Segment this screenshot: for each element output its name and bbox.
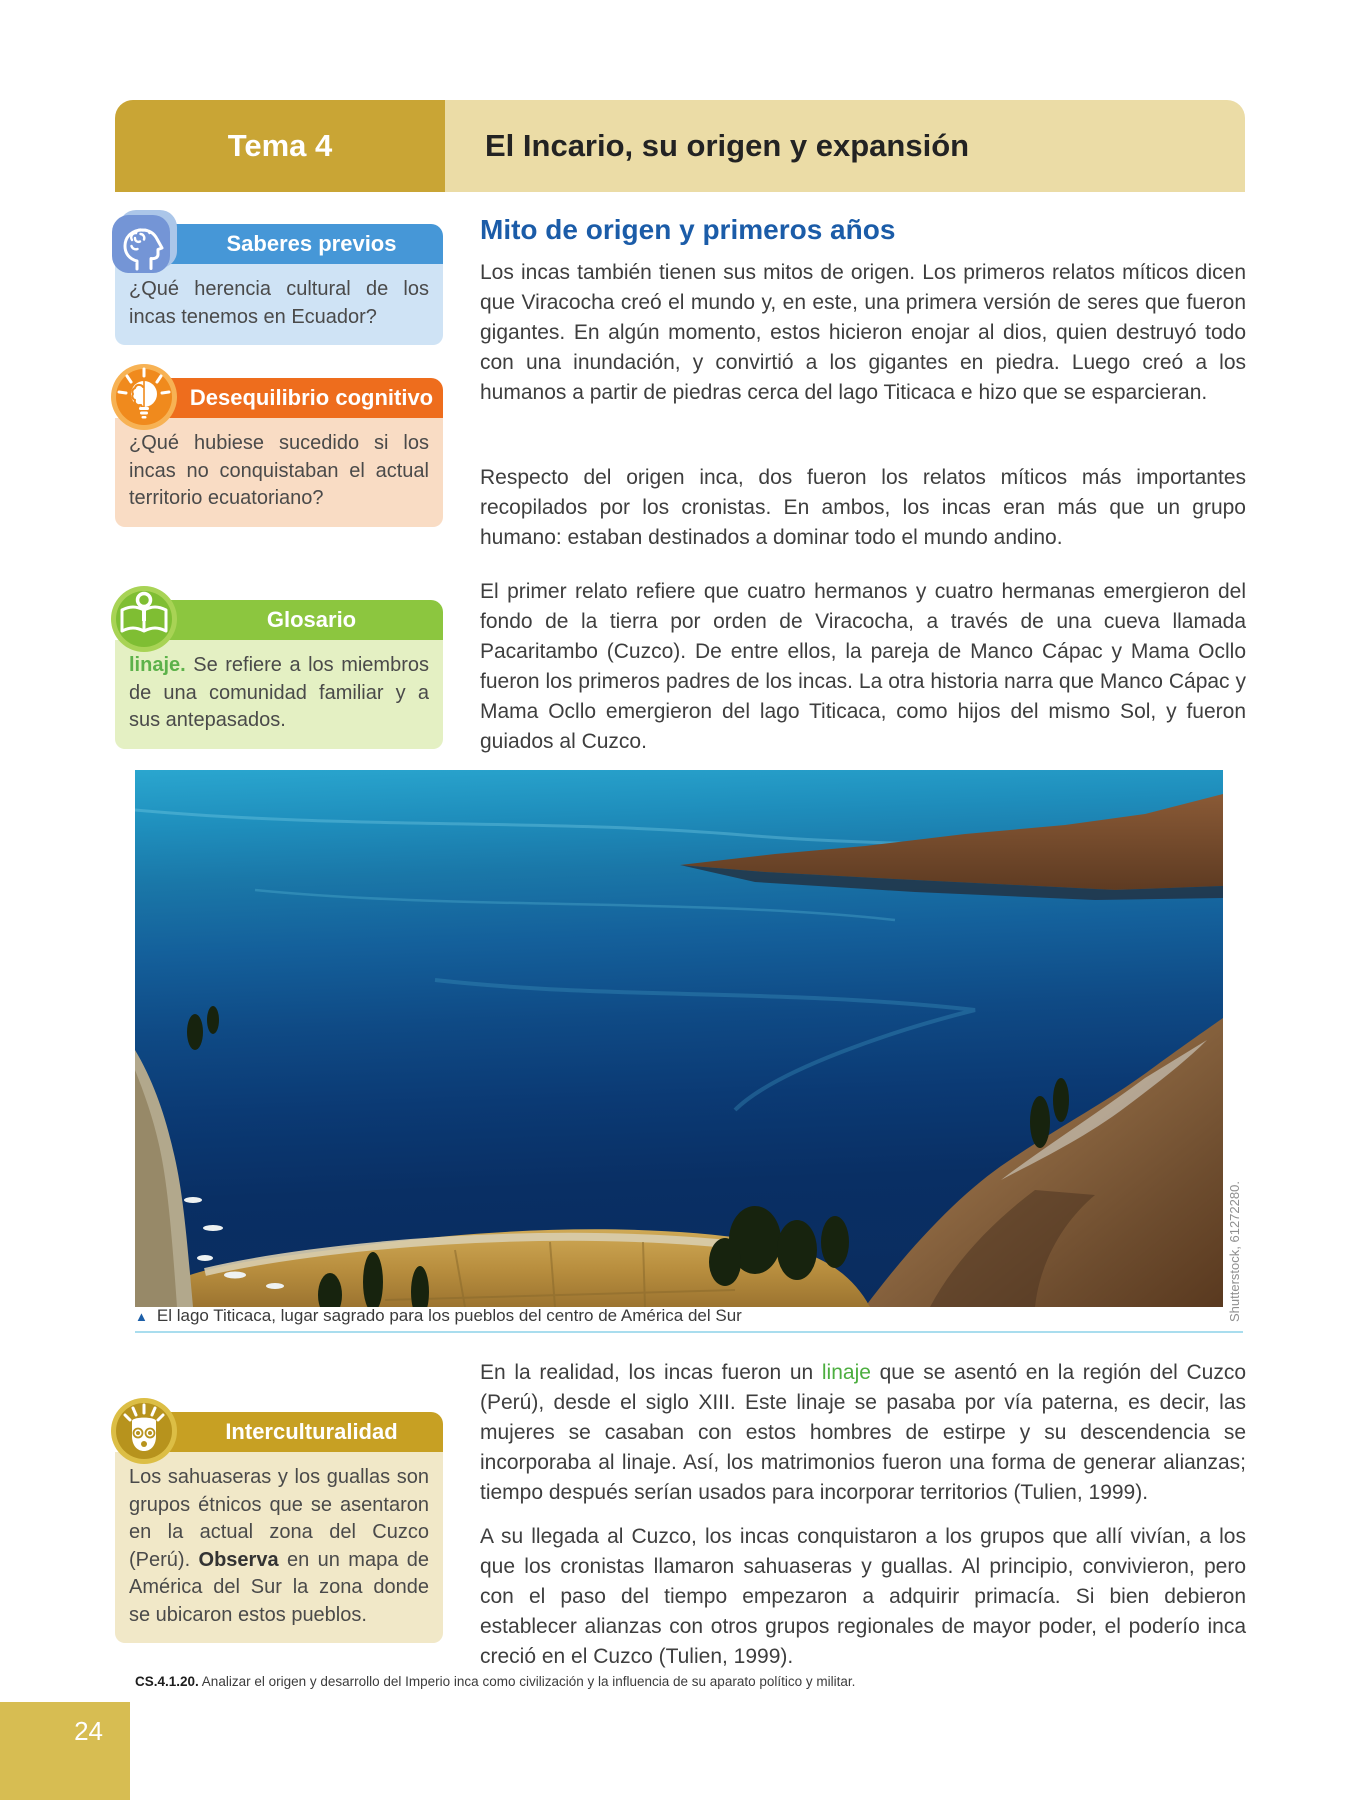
glosario-box: [108, 600, 443, 749]
paragraph-3: El primer relato refiere que cuatro hermanos y cuatro hermanas emergieron del fondo de la tierra por orden de Viracocha, a través de una cueva llamada Pacaritambo (Cuzco). De entre ellos, la pareja de Manco Cápac y Mama Ocllo fueron los primeros padres de los incas. La otra historia narra que Manco Cápac y Mama Ocllo emergieron del lago Titicaca, como hijos del mismo Sol, y fueron guiados al Cuzco.: [480, 580, 1246, 753]
desequilibrio-title: Desequilibrio cognitivo: [189, 385, 434, 410]
paragraph-5: A su llegada al Cuzco, los incas conquistaron a los grupos que allí vivían, a los que los cronistas llamaron sahuaseras y guallas. Al principio, convivieron, pero con el paso del tiempo empezaron a adquirir primacía. Si bien debieron establecer alianzas con otros grupos regionales de mayor poder, el poderío inca creció en el Cuzco (Tulien, 1999).: [480, 1525, 1246, 1668]
saberes-previos-body: ¿Qué herencia cultural de los incas tenemos en Ecuador?: [115, 264, 443, 345]
glosario-header: [150, 600, 443, 640]
desequilibrio-header: [150, 378, 443, 418]
page-number-block: [0, 1702, 130, 1800]
paragraph-4-pre: En la realidad, los incas fueron un: [480, 1361, 822, 1384]
tema-label: Tema 4: [227, 128, 333, 163]
glosario-body: [115, 640, 443, 749]
caption-divider: [135, 1331, 1243, 1333]
title-band: [445, 100, 1245, 192]
tema-tab: [115, 100, 445, 192]
page-number: 24: [74, 1716, 103, 1746]
interculturalidad-box: [108, 1412, 443, 1643]
mask-icon: [108, 1395, 180, 1467]
lake-titicaca-illustration: [135, 770, 1223, 1307]
paragraph-4-post: que se asentó en la región del Cuzco (Perú), desde el siglo XIII. Este linaje se pasaba por vía paterna, es decir, las mujeres se casaban con estos hombres de estirpe y su descendencia se incorporaba al linaje. Así, los matrimonios fueron una forma de generar alianzas; tiempo después serían usados para incorporar territorios (Tulien, 1999).: [480, 1361, 1246, 1504]
curriculum-standard: [135, 1674, 1235, 1689]
desequilibrio-body: ¿Qué hubiese sucedido si los incas no conquistaban el actual territorio ecuatoriano?: [115, 418, 443, 527]
photo-credit: Shutterstock, 61272280.: [1227, 1181, 1242, 1322]
paragraph-4: [480, 1358, 1246, 1508]
saberes-previos-header: [150, 224, 443, 264]
caption-text: El lago Titicaca, lugar sagrado para los pueblos del centro de América del Sur: [156, 1306, 742, 1325]
saberes-previos-box: [108, 224, 443, 345]
book-pin-icon: [108, 583, 180, 655]
observa-emphasis: Observa: [198, 1548, 279, 1571]
paragraph-2: Respecto del origen inca, dos fueron los relatos míticos más importantes recopilados por los cronistas. En ambos, los incas eran más que un grupo humano: estaban destinados a dominar todo el mundo andino.: [480, 466, 1246, 549]
figure-caption: [135, 1306, 1185, 1326]
linaje-term-link: linaje: [821, 1361, 871, 1384]
interculturalidad-title: Interculturalidad: [225, 1419, 398, 1444]
standard-code: CS.4.1.20.: [135, 1674, 199, 1689]
desequilibrio-box: [108, 378, 443, 527]
paragraph-1: Los incas también tienen sus mitos de origen. Los primeros relatos míticos dicen que Viracocha creó el mundo y, en este, una primera versión de seres que fueron gigantes. En algún momento, estos hicieron enojar al dios, quien destruyó todo con una inundación, y convirtió a los gigantes en piedra. Luego creó a los humanos a partir de piedras cerca del lago Titicaca e hizo que se esparcieran.: [480, 261, 1246, 404]
lake-titicaca-photo: [135, 770, 1223, 1307]
brain-head-icon: [108, 207, 180, 279]
interculturalidad-body: [115, 1452, 443, 1643]
interculturalidad-header: [150, 1412, 443, 1452]
section-heading: Mito de origen y primeros años: [480, 214, 896, 245]
caption-triangle-icon: ▲: [135, 1309, 148, 1324]
page-title: El Incario, su origen y expansión: [485, 128, 970, 163]
standard-text: Analizar el origen y desarrollo del Imperio inca como civilización y la influencia de su aparato político y militar.: [198, 1674, 856, 1689]
bulb-brain-icon: [108, 361, 180, 433]
interculturalidad-text-post: en un mapa de América del Sur la zona donde se ubicaron estos pueblos.: [129, 1548, 429, 1626]
glosario-term: linaje.: [129, 654, 186, 676]
saberes-previos-title: Saberes previos: [226, 231, 397, 256]
glosario-title: Glosario: [266, 607, 357, 632]
glosario-definition: Se refiere a los miembros de una comunidad familiar y a sus antepasados.: [129, 654, 429, 731]
interculturalidad-text-pre: Los sahuaseras y los guallas son grupos étnicos que se asentaron en la actual zona del Cuzco (Perú).: [129, 1466, 429, 1571]
